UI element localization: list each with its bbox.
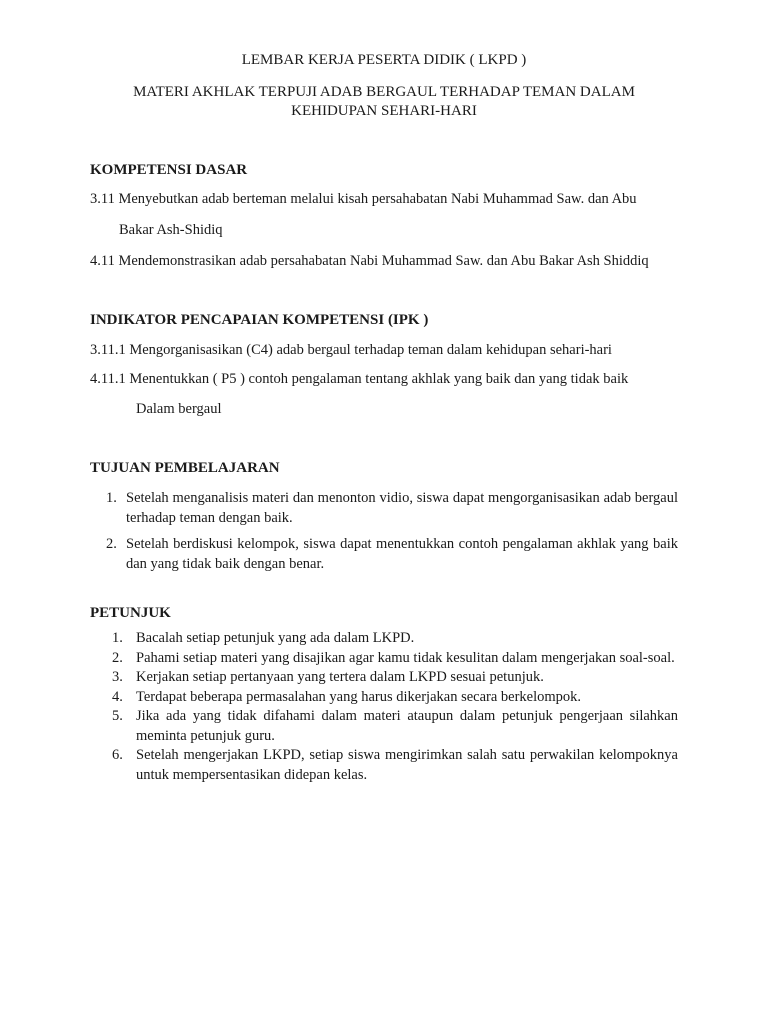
ipk-item-1: 3.11.1 Mengorganisasikan (C4) adab bergaul terhadap teman dalam kehidupan sehari-hari: [90, 342, 612, 358]
list-item: [112, 688, 678, 708]
list-item: [106, 534, 678, 574]
ipk-item-2-line-1: 4.11.1 Menentukkan ( P5 ) contoh pengalaman tentang akhlak yang baik dan yang tidak baik: [90, 371, 629, 387]
list-text: Setelah menganalisis materi dan menonton vidio, siswa dapat mengorganisasikan adab bergaul terhadap teman dengan baik.: [126, 490, 678, 526]
list-number: 1.: [106, 490, 117, 506]
list-item: [112, 668, 678, 688]
list-number: 4.: [112, 688, 123, 705]
kd-item-1-line-1: 3.11 Menyebutkan adab berteman melalui kisah persahabatan Nabi Muhammad Saw. dan Abu: [90, 191, 637, 207]
list-item: [112, 707, 678, 746]
petunjuk-heading: PETUNJUK: [90, 605, 171, 621]
list-text: Pahami setiap materi yang disajikan agar kamu tidak kesulitan dalam mengerjakan soal-soal.: [136, 649, 675, 666]
list-text: Setelah berdiskusi kelompok, siswa dapat menentukkan contoh pengalaman akhlak yang baik dan yang tidak baik dengan benar.: [126, 536, 678, 572]
ipk-item-2-line-2: Dalam bergaul: [136, 401, 222, 417]
list-text: Setelah mengerjakan LKPD, setiap siswa mengirimkan salah satu perwakilan kelompoknya untuk mempersentasikan didepan kelas.: [136, 747, 678, 783]
document-title: LEMBAR KERJA PESERTA DIDIK ( LKPD ): [241, 52, 527, 68]
kompetensi-dasar-heading: KOMPETENSI DASAR: [90, 162, 248, 178]
list-number: 2.: [106, 536, 117, 552]
subtitle-line-1: MATERI AKHLAK TERPUJI ADAB BERGAUL TERHADAP TEMAN DALAM: [133, 84, 635, 100]
kd-item-1-line-2: Bakar Ash-Shidiq: [119, 222, 223, 238]
list-number: 3.: [112, 669, 123, 685]
subtitle-line-2: KEHIDUPAN SEHARI-HARI: [291, 103, 477, 119]
list-text: Jika ada yang tidak difahami dalam materi ataupun dalam petunjuk pengerjaan silahkan meminta petunjuk guru.: [136, 708, 678, 744]
list-item: [112, 746, 678, 785]
list-item: [112, 649, 678, 669]
list-text: Kerjakan setiap pertanyaan yang tertera dalam LKPD sesuai petunjuk.: [136, 669, 544, 685]
list-text: Bacalah setiap petunjuk yang ada dalam LKPD.: [136, 630, 415, 646]
tujuan-list: [106, 488, 678, 580]
list-text: Terdapat beberapa permasalahan yang harus dikerjakan secara berkelompok.: [136, 688, 582, 705]
list-number: 5.: [112, 708, 123, 724]
tujuan-heading: TUJUAN PEMBELAJARAN: [90, 460, 280, 476]
list-number: 2.: [112, 649, 123, 666]
kd-item-2: 4.11 Mendemonstrasikan adab persahabatan Nabi Muhammad Saw. dan Abu Bakar Ash Shiddiq: [90, 253, 649, 269]
list-number: 6.: [112, 747, 123, 763]
petunjuk-list: [112, 629, 678, 785]
list-item: [106, 488, 678, 528]
ipk-heading: INDIKATOR PENCAPAIAN KOMPETENSI (IPK ): [90, 312, 429, 328]
document-subtitle: [88, 83, 680, 121]
list-item: [112, 629, 678, 649]
list-number: 1.: [112, 630, 123, 646]
